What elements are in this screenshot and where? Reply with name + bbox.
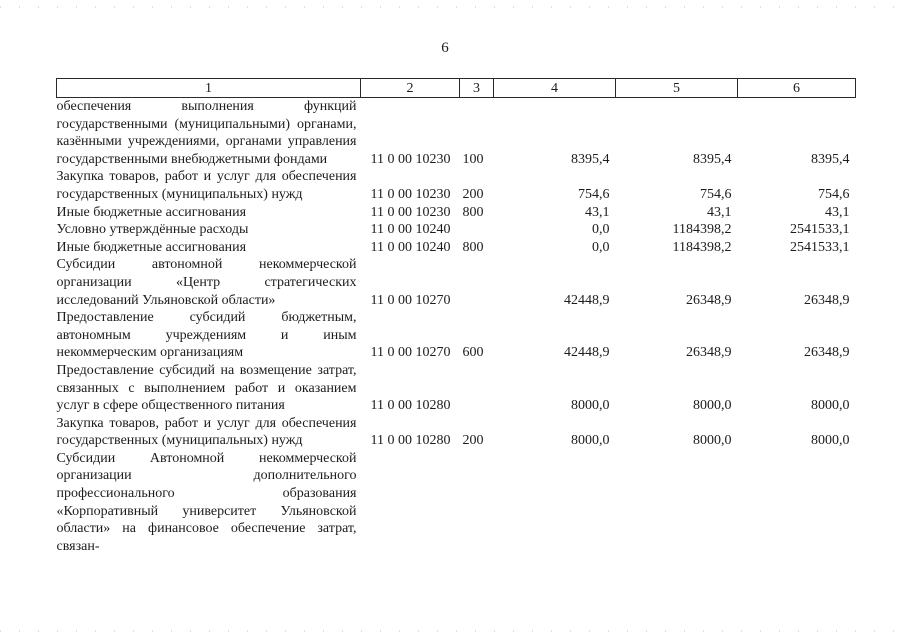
row-value-3: 2541533,1 [790,222,850,238]
row-vr: 600 [462,345,484,361]
row-code: 11 0 00 10270 [370,292,451,308]
row-code: 11 0 00 10280 [370,398,451,414]
row-value-1: 42448,9 [564,292,610,308]
row-value-3: 754,6 [818,186,850,202]
row-value-1: 8000,0 [571,433,610,449]
table-header [57,79,856,98]
row-value-3: 43,1 [825,204,850,220]
header-col-2: 2 [361,79,460,98]
table-row [57,168,856,203]
row-value-2 [616,450,738,556]
row-value-1: 43,1 [585,204,610,220]
row-value-2: 26348,9 [686,292,732,308]
row-value-1: 0,0 [592,239,610,255]
row-name: Закупка товаров, работ и услуг для обеспечения государственных (муниципальных) нужд [56,415,357,449]
row-value-1: 8000,0 [571,398,610,414]
row-value-3: 8000,0 [811,433,850,449]
row-value-1 [494,450,616,556]
row-vr: 800 [462,204,484,220]
row-value-2: 1184398,2 [672,222,732,238]
row-value-1: 8395,4 [571,151,610,167]
table-row [57,98,856,169]
table-row [57,450,856,556]
row-vr [460,362,494,415]
table-row [57,221,856,239]
scan-noise-bottom [0,630,905,632]
row-value-2: 754,6 [700,186,732,202]
row-vr [460,450,494,556]
row-name: Иные бюджетные ассигнования [56,204,247,220]
row-name: Субсидии Автономной некоммерческой организации дополнительного профессионального образования «Корпоративный университет Ульяновской области» на финансовое обеспечение затрат, связан- [56,450,357,554]
header-row [57,79,856,98]
row-value-3 [738,450,856,556]
budget-table [56,78,856,555]
row-value-1: 42448,9 [564,345,610,361]
table-row [57,415,856,450]
row-code: 11 0 00 10270 [370,345,451,361]
row-value-1: 754,6 [578,186,610,202]
row-value-2: 8395,4 [693,151,732,167]
row-name: Субсидии автономной некоммерческой организации «Центр стратегических исследований Ульяновской области» [56,257,357,308]
header-col-4: 4 [494,79,616,98]
row-value-3: 26348,9 [804,345,850,361]
header-col-5: 5 [616,79,738,98]
header-col-6: 6 [738,79,856,98]
row-vr: 200 [462,186,484,202]
row-code: 11 0 00 10230 [370,151,451,167]
row-value-2: 8000,0 [693,398,732,414]
row-code: 11 0 00 10280 [370,433,451,449]
row-code: 11 0 00 10230 [370,204,451,220]
row-name: Условно утверждённые расходы [56,222,249,238]
row-name: обеспечения выполнения функций государственными (муниципальными) органами, казёнными учреждениями, органами управления государственными внебюджетными фондами [56,99,357,167]
row-vr: 200 [462,433,484,449]
header-col-3: 3 [460,79,494,98]
page-number: 6 [441,40,449,56]
table-row [57,256,856,309]
table-body [57,98,856,556]
row-value-2: 43,1 [707,204,732,220]
scan-noise-top [0,6,905,8]
row-code: 11 0 00 10240 [370,239,451,255]
row-name: Предоставление субсидий бюджетным, автономным учреждениям и иным некоммерческим организациям [56,310,357,361]
table-row [57,309,856,362]
row-value-1: 0,0 [592,222,610,238]
row-name: Закупка товаров, работ и услуг для обеспечения государственных (муниципальных) нужд [56,169,357,202]
table-row [57,239,856,257]
row-value-2: 1184398,2 [672,239,732,255]
row-vr [460,221,494,239]
row-code: 11 0 00 10240 [370,222,451,238]
row-value-2: 8000,0 [693,433,732,449]
row-name: Иные бюджетные ассигнования [56,239,247,255]
table-row [57,362,856,415]
row-code [361,450,460,556]
row-vr [460,256,494,309]
table-row [57,204,856,222]
row-vr: 100 [462,151,484,167]
row-value-2: 26348,9 [686,345,732,361]
row-value-3: 2541533,1 [790,239,850,255]
row-value-3: 8395,4 [811,151,850,167]
header-col-1: 1 [57,79,361,98]
row-value-3: 26348,9 [804,292,850,308]
row-value-3: 8000,0 [811,398,850,414]
row-name: Предоставление субсидий на возмещение затрат, связанных с выполнением работ и оказанием услуг в сфере общественного питания [56,362,357,414]
row-code: 11 0 00 10230 [370,186,451,202]
row-vr: 800 [462,239,484,255]
